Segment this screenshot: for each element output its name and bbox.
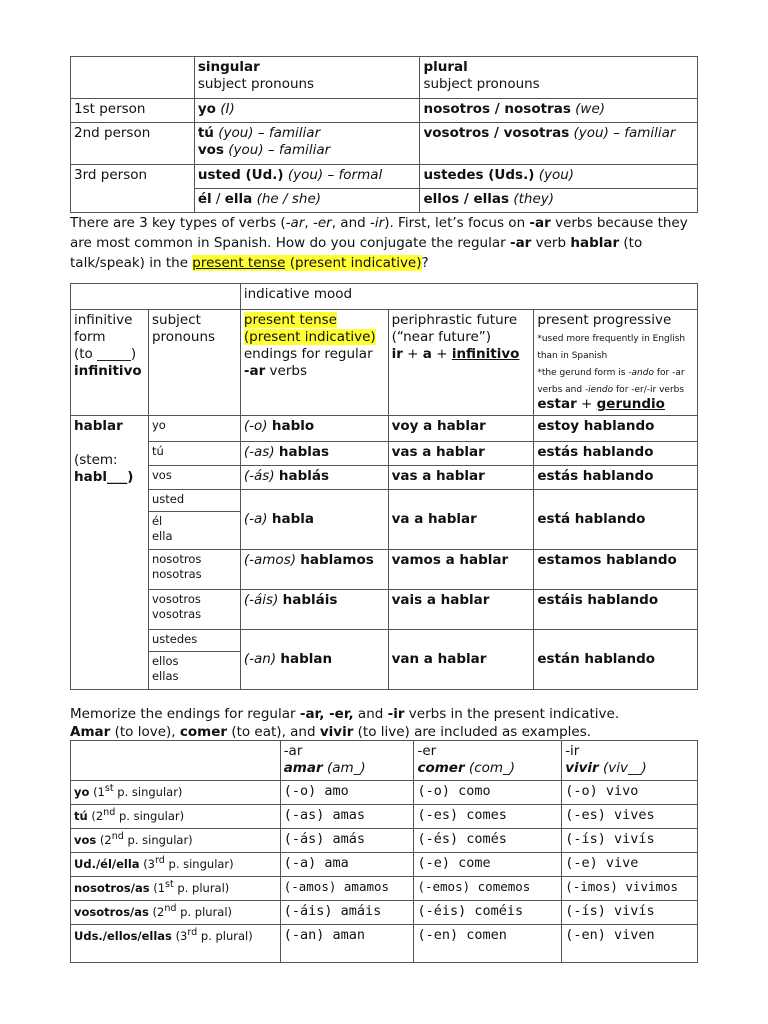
pronoun-cell: Uds./ellos/ellas (3rd p. plural) <box>71 925 281 963</box>
pronoun-cell: ustedes <box>148 630 240 652</box>
row-label: 2nd person <box>71 123 195 165</box>
future-cell: vas a hablar <box>388 466 534 490</box>
ar-cell: (-an) aman <box>280 925 414 963</box>
conjugation-row-nosotros <box>71 550 698 590</box>
future-cell: vamos a hablar <box>388 550 534 590</box>
memorize-paragraph: Memorize the endings for regular -ar, -er, and -ir verbs in the present indicative. Amar (to love), comer (to eat), and vivir (to live) are included as examples. <box>70 706 620 740</box>
endings-row-vosotros <box>71 901 698 925</box>
pronoun-cell: yo (1st p. singular) <box>71 781 281 805</box>
third-person-row <box>71 165 698 189</box>
pronoun-cell: nosotros/as (1st p. plural) <box>71 877 281 901</box>
plural-header <box>420 57 698 99</box>
ir-cell: (-ís) vivís <box>562 829 698 853</box>
present-cell: (-an) hablan <box>240 630 388 690</box>
endings-row-ud <box>71 853 698 877</box>
verb-cell: hablar (stem: habl___) <box>71 416 149 690</box>
progressive-cell: estás hablando <box>534 442 698 466</box>
intro-paragraph: There are 3 key types of verbs (-ar, -er, and -ir). First, let’s focus on -ar verbs because they are most common in Spanish. How do you conjugate the regular -ar verb hablar (to talk/speak) in the present tense (present indicative)? <box>70 215 688 271</box>
progressive-cell: estás hablando <box>534 466 698 490</box>
pronoun-cell: tú (2nd p. singular) <box>71 805 281 829</box>
usage-note: *used more frequently in English than in Spanish <box>537 333 686 361</box>
ar-cell: (-o) amo <box>280 781 414 805</box>
progressive-cell: estamos hablando <box>534 550 698 590</box>
singular-header <box>194 57 420 99</box>
present-tense-header: present tense (present indicative) endings for regular -ar verbs <box>240 310 388 416</box>
future-header: periphrastic future (“near future”) ir + a + infinitivo <box>388 310 534 416</box>
ar-cell: (-as) amas <box>280 805 414 829</box>
er-cell: (-o) como <box>414 781 562 805</box>
singular-cell: usted (Ud.) (you) – formal <box>194 165 420 189</box>
progressive-header: present progressive *used more frequently in English than in Spanish *the gerund form is -ando for -ar verbs and -iendo for -er/-ir verbs estar + gerundio <box>534 310 698 416</box>
present-cell: (-as) hablas <box>240 442 388 466</box>
tense-header-row <box>71 310 698 416</box>
ir-cell: (-imos) vivimos <box>562 877 698 901</box>
pronoun-cell: ellos ellas <box>148 652 240 690</box>
ar-header: -ar amar (am_) <box>280 741 414 781</box>
future-cell: voy a hablar <box>388 416 534 442</box>
conjugation-row-yo <box>71 416 698 442</box>
endings-header-row <box>71 741 698 781</box>
mood-row <box>71 284 698 310</box>
plural-cell: vosotros / vosotras (you) – familiar <box>420 123 698 165</box>
er-header: -er comer (com_) <box>414 741 562 781</box>
ir-cell: (-ís) vivís <box>562 901 698 925</box>
gerund-note: *the gerund form is -ando for -ar verbs and -iendo for -er/-ir verbs <box>537 367 685 395</box>
subject-pronouns-header: subject pronouns <box>148 310 240 416</box>
er-cell: (-es) comes <box>414 805 562 829</box>
conjugation-row-vosotros <box>71 590 698 630</box>
conjugation-row-tu <box>71 442 698 466</box>
conjugation-row-ustedes <box>71 630 698 652</box>
empty-cell <box>71 284 241 310</box>
endings-table <box>70 740 698 963</box>
singular-cell: él / ella (he / she) <box>194 189 420 213</box>
pronoun-cell: tú <box>148 442 240 466</box>
pronoun-cell: vosotros/as (2nd p. plural) <box>71 901 281 925</box>
singular-cell: yo (I) <box>194 99 420 123</box>
er-cell: (-e) come <box>414 853 562 877</box>
progressive-cell: está hablando <box>534 490 698 550</box>
row-label: 1st person <box>71 99 195 123</box>
endings-row-tu <box>71 805 698 829</box>
singular-title: singular <box>197 59 260 75</box>
pronouns-header-row <box>71 57 698 99</box>
plural-cell: ustedes (Uds.) (you) <box>420 165 698 189</box>
progressive-cell: están hablando <box>534 630 698 690</box>
er-cell: (-emos) comemos <box>414 877 562 901</box>
pronoun-cell: vos <box>148 466 240 490</box>
present-cell: (-a) habla <box>240 490 388 550</box>
mood-header: indicative mood <box>240 284 697 310</box>
second-person-row <box>71 123 698 165</box>
conjugation-row-usted <box>71 490 698 512</box>
ir-header: -ir vivir (viv__) <box>562 741 698 781</box>
present-cell: (-áis) habláis <box>240 590 388 630</box>
singular-subtitle: subject pronouns <box>197 75 315 92</box>
er-cell: (-és) comés <box>414 829 562 853</box>
hablar-table <box>70 283 698 690</box>
er-cell: (-en) comen <box>414 925 562 963</box>
present-indicative-highlight: (present indicative) <box>289 255 422 271</box>
pronoun-cell: Ud./él/ella (3rd p. singular) <box>71 853 281 877</box>
ir-cell: (-es) vives <box>562 805 698 829</box>
present-cell: (-ás) hablás <box>240 466 388 490</box>
ir-cell: (-en) viven <box>562 925 698 963</box>
future-cell: vais a hablar <box>388 590 534 630</box>
endings-row-yo <box>71 781 698 805</box>
future-cell: vas a hablar <box>388 442 534 466</box>
pronouns-table <box>70 56 698 213</box>
pronoun-cell: vos (2nd p. singular) <box>71 829 281 853</box>
endings-row-uds <box>71 925 698 963</box>
ar-cell: (-ás) amás <box>280 829 414 853</box>
ar-cell: (-amos) amamos <box>280 877 414 901</box>
present-tense-highlight: present tense <box>192 255 286 271</box>
plural-subtitle: subject pronouns <box>423 75 540 92</box>
ar-cell: (-áis) amáis <box>280 901 414 925</box>
future-cell: van a hablar <box>388 630 534 690</box>
ir-cell: (-o) vivo <box>562 781 698 805</box>
pronoun-cell: yo <box>148 416 240 442</box>
pronoun-cell: nosotros nosotras <box>148 550 240 590</box>
future-cell: va a hablar <box>388 490 534 550</box>
plural-cell: nosotros / nosotras (we) <box>420 99 698 123</box>
row-label: 3rd person <box>71 165 195 213</box>
empty-cell <box>71 741 281 781</box>
pronoun-cell: vosotros vosotras <box>148 590 240 630</box>
ir-cell: (-e) vive <box>562 853 698 877</box>
present-cell: (-o) hablo <box>240 416 388 442</box>
progressive-cell: estáis hablando <box>534 590 698 630</box>
progressive-cell: estoy hablando <box>534 416 698 442</box>
endings-row-nosotros <box>71 877 698 901</box>
empty-cell <box>71 57 195 99</box>
infinitive-header: infinitive form (to _____) infinitivo <box>71 310 149 416</box>
plural-title: plural <box>423 59 468 75</box>
singular-cell: tú (you) – familiar vos (you) – familiar <box>194 123 420 165</box>
present-cell: (-amos) hablamos <box>240 550 388 590</box>
ar-cell: (-a) ama <box>280 853 414 877</box>
pronoun-cell: él ella <box>148 512 240 550</box>
er-cell: (-éis) coméis <box>414 901 562 925</box>
first-person-row <box>71 99 698 123</box>
endings-row-vos <box>71 829 698 853</box>
plural-cell: ellos / ellas (they) <box>420 189 698 213</box>
conjugation-row-vos <box>71 466 698 490</box>
pronoun-cell: usted <box>148 490 240 512</box>
